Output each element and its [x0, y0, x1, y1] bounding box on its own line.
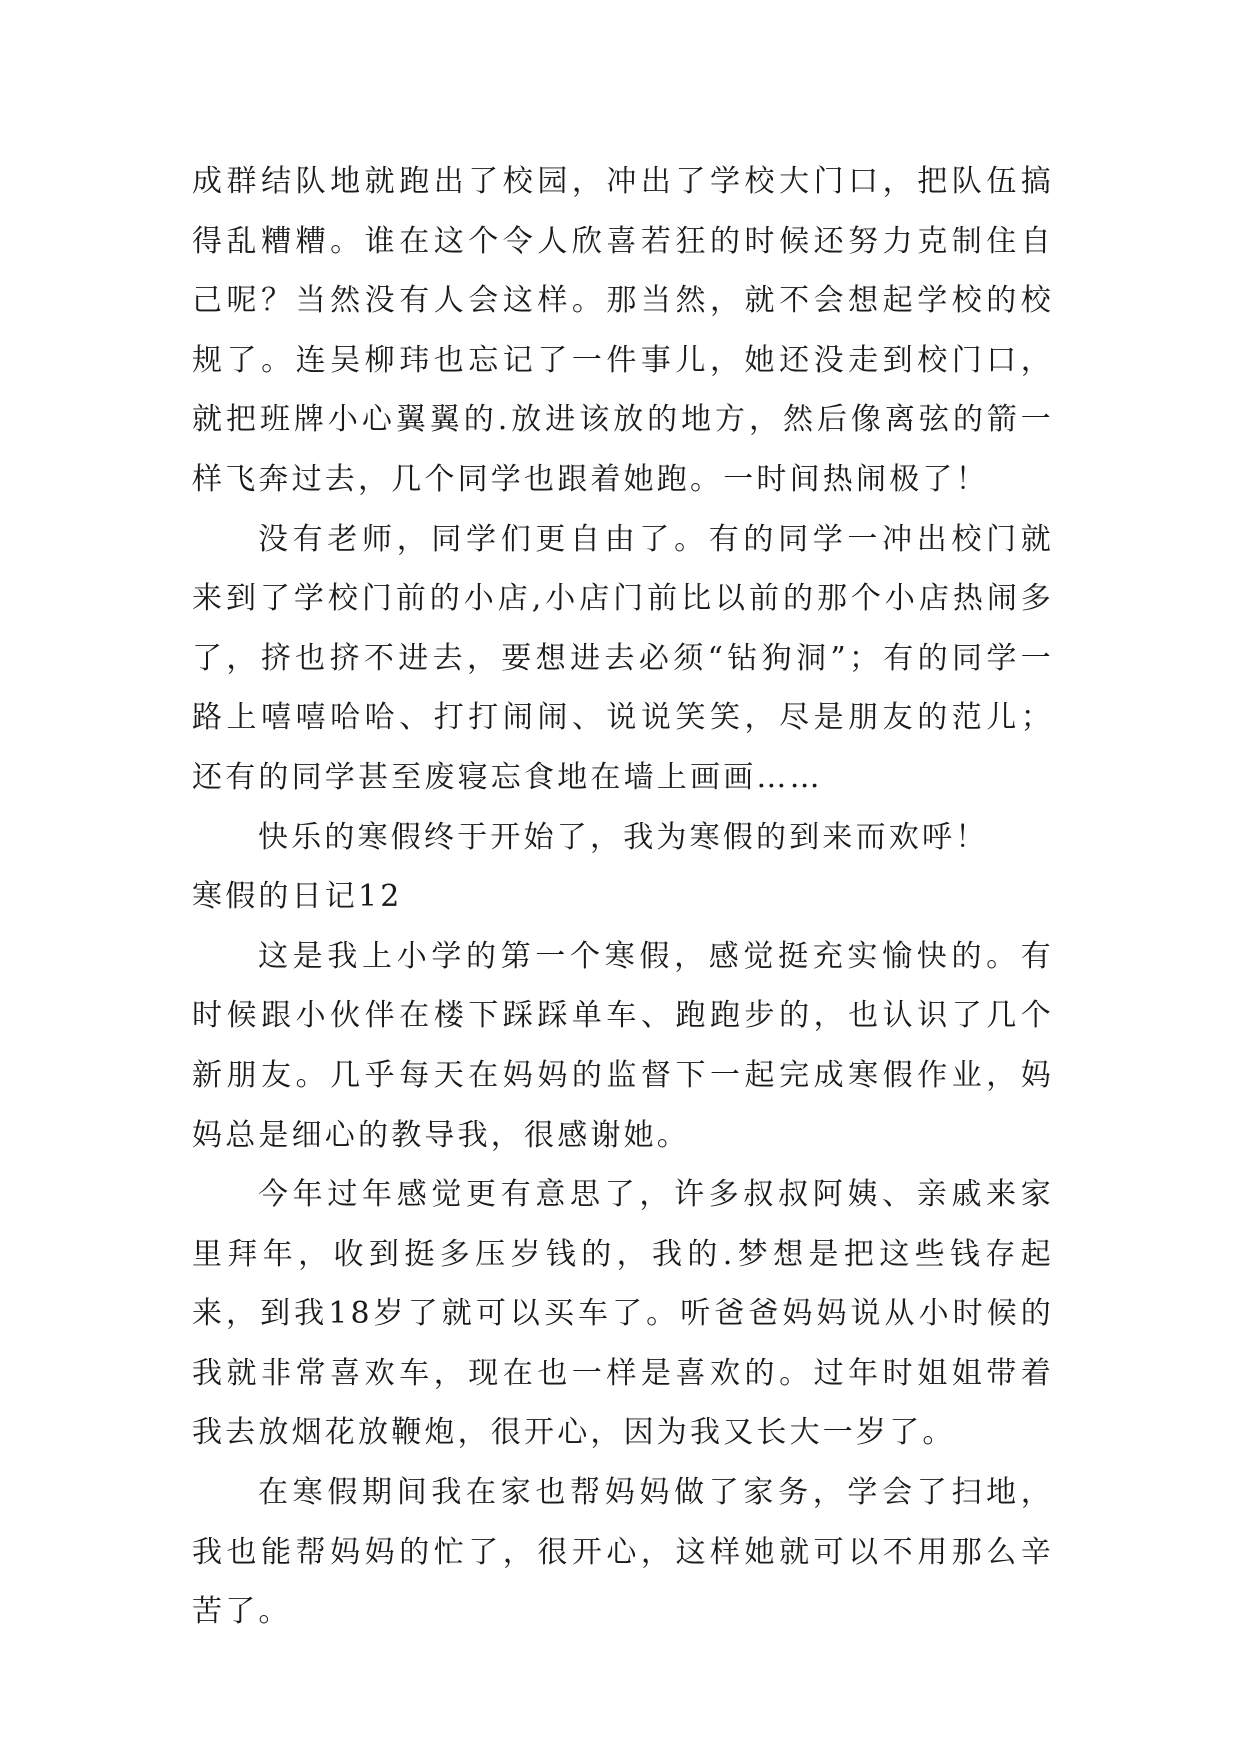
paragraph-continuation: 成群结队地就跑出了校园，冲出了学校大门口，把队伍搞得乱糟糟。谁在这个令人欣喜若狂的时候还努力克制住自己呢？当然没有人会这样。那当然，就不会想起学校的校规了。连吴柳玮也忘记了一件事儿，她还没走到校门口，就把班牌小心翼翼的.放进该放的地方，然后像离弦的箭一样飞奔过去，几个同学也跟着她跑。一时间热闹极了！ [192, 164, 1054, 497]
section-heading: 寒假的日记12 [192, 879, 403, 915]
paragraph-first-holiday: 这是我上小学的第一个寒假，感觉挺充实愉快的。有时候跟小伙伴在楼下踩踩单车、跑跑步的，也认识了几个新朋友。几乎每天在妈妈的监督下一起完成寒假作业，妈妈总是细心的教导我，很感谢她。 [192, 938, 1054, 1153]
paragraph-no-teacher: 没有老师，同学们更自由了。有的同学一冲出校门就来到了学校门前的小店,小店门前比以前的那个小店热闹多了，挤也挤不进去，要想进去必须“钻狗洞”；有的同学一路上嘻嘻哈哈、打打闹闹、说说笑笑，尽是朋友的范儿；还有的同学甚至废寝忘食地在墙上画画…… [192, 521, 1054, 795]
paragraph-housework: 在寒假期间我在家也帮妈妈做了家务，学会了扫地，我也能帮妈妈的忙了，很开心，这样她就可以不用那么辛苦了。 [192, 1475, 1054, 1630]
paragraph-new-year: 今年过年感觉更有意思了，许多叔叔阿姨、亲戚来家里拜年，收到挺多压岁钱的，我的.梦想是把这些钱存起来，到我18岁了就可以买车了。听爸爸妈妈说从小时候的我就非常喜欢车，现在也一样是喜欢的。过年时姐姐带着我去放烟花放鞭炮，很开心，因为我又长大一岁了。 [192, 1177, 1054, 1451]
document-body [192, 152, 1054, 1642]
paragraph-holiday-begins: 快乐的寒假终于开始了，我为寒假的到来而欢呼！ [258, 819, 989, 855]
